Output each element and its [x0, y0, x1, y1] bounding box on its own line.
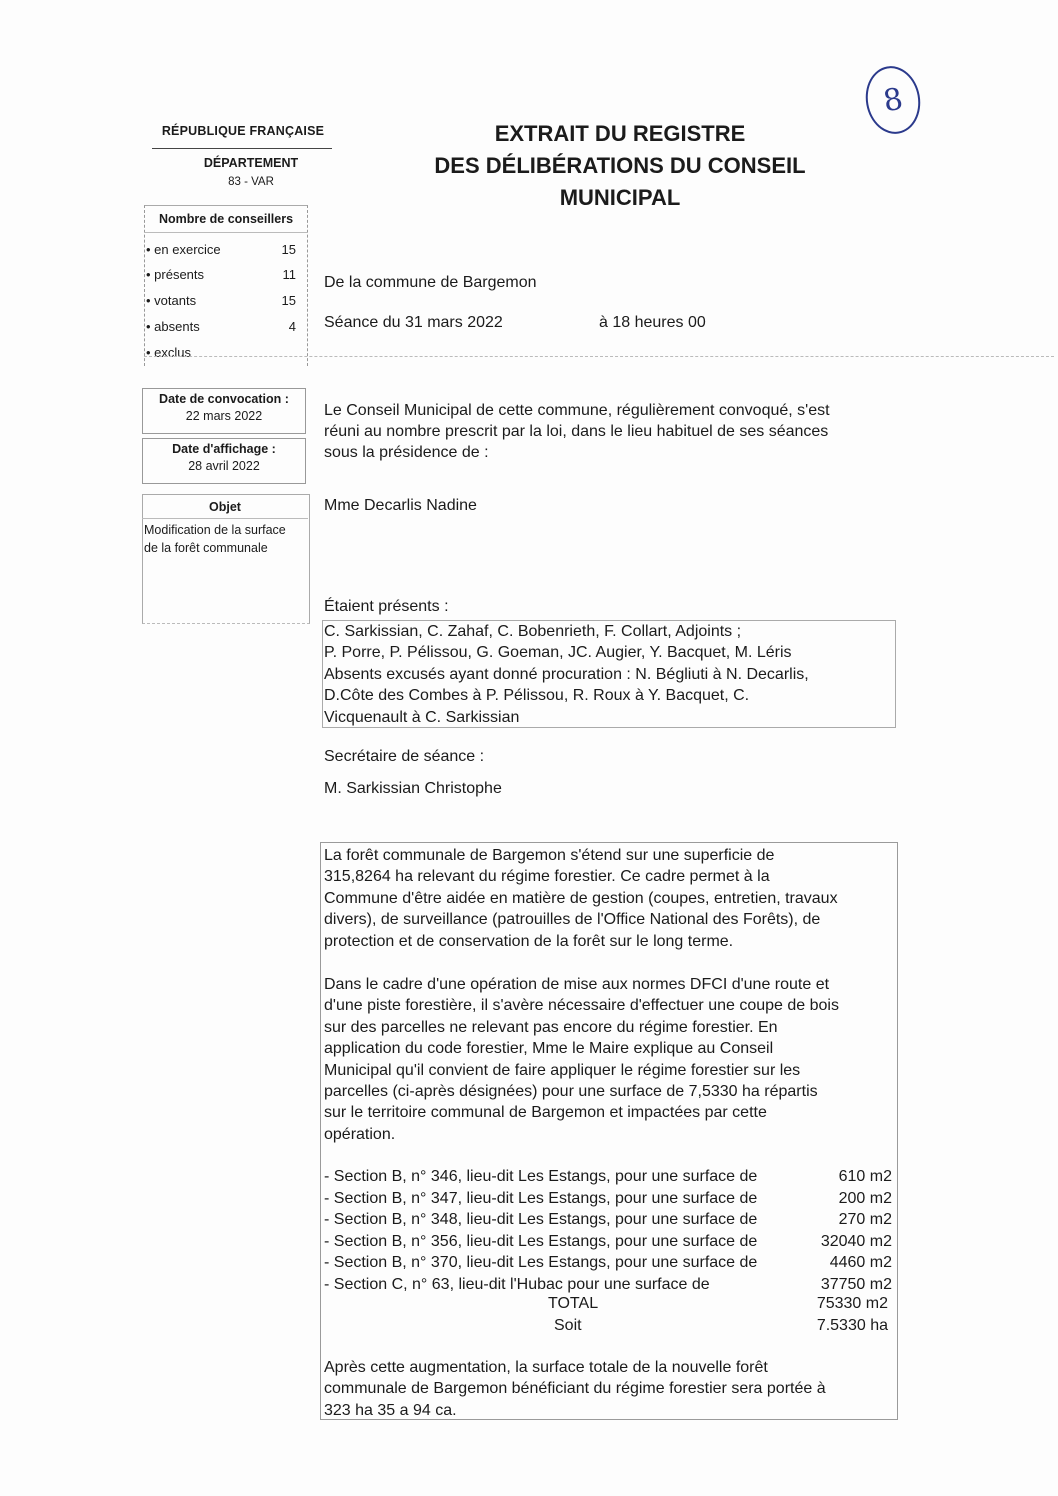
- counselors-title: Nombre de conseillers: [158, 212, 294, 226]
- counselor-row: [146, 319, 296, 334]
- commune-name: De la commune de Bargemon: [324, 274, 537, 291]
- section-text: - Section B, n° 348, lieu-dit Les Estangs, pour une surface de: [324, 1211, 758, 1228]
- counselor-value: 11: [282, 267, 296, 282]
- seance-time: à 18 heures 00: [599, 314, 706, 331]
- department-value: 83 - VAR: [228, 176, 274, 188]
- counselors-box: [144, 205, 308, 366]
- section-surface: 270 m2: [838, 1211, 892, 1228]
- paragraph-line: d'une piste forestière, il s'avère nécessaire d'effectuer une coupe de bois: [324, 997, 839, 1015]
- section-row: [324, 1274, 892, 1296]
- total-value: 75330 m2: [816, 1295, 888, 1312]
- counselor-row: [146, 345, 296, 360]
- paragraph-line: parcelles (ci-après désignées) pour une surface de 7,5330 ha répartis: [324, 1083, 818, 1101]
- objet-line: de la forêt communale: [144, 541, 268, 555]
- paragraph-line: sur le territoire communal de Bargemon et impactées par cette: [324, 1104, 767, 1122]
- convocation-date-box: [142, 388, 306, 434]
- president-name: Mme Decarlis Nadine: [324, 497, 477, 514]
- objet-title: Objet: [209, 500, 241, 514]
- counselor-label: • présents: [146, 267, 205, 282]
- title-line-2: DES DÉLIBÉRATIONS DU CONSEIL: [434, 153, 806, 178]
- counselor-label: • absents: [146, 319, 200, 334]
- department-label: DÉPARTEMENT: [203, 156, 299, 170]
- page-number-mark: [861, 62, 926, 138]
- counselor-row: [146, 242, 296, 257]
- paragraph-line: Municipal qu'il convient de faire appliquer le régime forestier sur les: [324, 1061, 801, 1079]
- counselors-divider: [144, 232, 308, 233]
- paragraph-line: sur des parcelles ne relevant pas encore du régime forestier. En: [324, 1018, 778, 1036]
- republic-underline: [152, 148, 332, 149]
- paragraph-line: 315,8264 ha relevant du régime forestier. Ce cadre permet à la: [324, 868, 770, 886]
- counselor-row: [146, 267, 296, 282]
- section-row: [324, 1166, 892, 1188]
- paragraph-line: Après cette augmentation, la surface totale de la nouvelle forêt: [324, 1359, 768, 1376]
- presents-line: P. Porre, P. Pélissou, G. Goeman, JC. Augier, Y. Bacquet, M. Léris: [324, 644, 792, 662]
- convocation-value: 22 mars 2022: [185, 409, 263, 423]
- counselor-label: • votants: [146, 293, 197, 308]
- section-surface: 4460 m2: [829, 1254, 892, 1271]
- paragraph-line: communale de Bargemon bénéficiant du régime forestier sera portée à: [324, 1380, 826, 1398]
- secretary-name: M. Sarkissian Christophe: [324, 780, 502, 797]
- intro-paragraph: [324, 400, 884, 463]
- total-label: TOTAL: [548, 1295, 599, 1312]
- presents-line: C. Sarkissian, C. Zahaf, C. Bobenrieth, F. Collart, Adjoints ;: [324, 623, 742, 640]
- counselor-label: • exclus: [146, 345, 192, 360]
- secretary-label: Secrétaire de séance :: [324, 748, 485, 765]
- paragraph-line: Dans le cadre d'une opération de mise aux normes DFCI d'une route et: [324, 976, 830, 993]
- section-surface: 610 m2: [838, 1168, 892, 1185]
- seance-date: Séance du 31 mars 2022: [324, 314, 503, 331]
- soit-value: 7.5330 ha: [816, 1317, 888, 1334]
- paragraph-line: protection et de conservation de la forêt sur le long terme.: [324, 932, 734, 950]
- section-text: - Section B, n° 347, lieu-dit Les Estangs, pour une surface de: [324, 1190, 758, 1207]
- counselor-label: • en exercice: [146, 242, 221, 257]
- counselor-value: 15: [281, 242, 296, 257]
- section-surface: 200 m2: [838, 1190, 892, 1207]
- document-title: [400, 118, 840, 214]
- paragraph-line: 323 ha 35 a 94 ca.: [324, 1401, 457, 1419]
- paragraph-line: opération.: [324, 1125, 396, 1143]
- soit-label: Soit: [554, 1317, 582, 1334]
- paragraph-line: divers), de surveillance (patrouilles de l'Office National des Forêts), de: [324, 911, 821, 929]
- section-text: - Section B, n° 370, lieu-dit Les Estangs, pour une surface de: [324, 1254, 758, 1271]
- section-text: - Section C, n° 63, lieu-dit l'Hubac pour une surface de: [324, 1276, 710, 1293]
- presents-line: Absents excusés ayant donné procuration : N. Bégliuti à N. Decarlis,: [324, 665, 809, 683]
- horizontal-rule: [144, 356, 1054, 357]
- section-row: [324, 1231, 892, 1253]
- page-number-text: 8: [880, 81, 906, 119]
- section-surface: 37750 m2: [820, 1276, 892, 1293]
- section-row: [324, 1188, 892, 1210]
- intro-line: sous la présidence de :: [324, 444, 489, 461]
- section-row: [324, 1252, 892, 1274]
- counselor-value: [272, 345, 296, 360]
- affichage-label: Date d'affichage :: [172, 442, 276, 456]
- counselor-value: 15: [281, 293, 296, 308]
- presents-line: Vicquenault à C. Sarkissian: [324, 708, 520, 726]
- paragraph-line: La forêt communale de Bargemon s'étend sur une superficie de: [324, 847, 775, 864]
- objet-text: [144, 521, 306, 557]
- republic-label: RÉPUBLIQUE FRANÇAISE: [161, 124, 325, 138]
- convocation-label: Date de convocation :: [159, 392, 289, 406]
- section-text: - Section B, n° 346, lieu-dit Les Estangs, pour une surface de: [324, 1168, 758, 1185]
- title-line-3: MUNICIPAL: [559, 185, 681, 210]
- intro-line: Le Conseil Municipal de cette commune, régulièrement convoqué, s'est: [324, 402, 830, 419]
- presents-list: [324, 621, 894, 728]
- intro-line: réuni au nombre prescrit par la loi, dans le lieu habituel de ses séances: [324, 423, 829, 440]
- section-text: - Section B, n° 356, lieu-dit Les Estangs, pour une surface de: [324, 1233, 758, 1250]
- counselor-value: 4: [288, 319, 296, 334]
- section-surface: 32040 m2: [820, 1233, 892, 1250]
- affichage-date-box: [142, 438, 306, 484]
- objet-line: Modification de la surface: [144, 523, 286, 537]
- paragraph-line: Commune d'être aidée en matière de gestion (coupes, entretien, travaux: [324, 889, 838, 907]
- title-line-1: EXTRAIT DU REGISTRE: [494, 121, 746, 146]
- deliberation-paragraph-1: [324, 845, 896, 952]
- section-row: [324, 1209, 892, 1231]
- presents-line: D.Côte des Combes à P. Pélissou, R. Roux à Y. Bacquet, C.: [324, 687, 750, 705]
- counselor-row: [146, 293, 296, 308]
- paragraph-line: application du code forestier, Mme le Maire explique au Conseil: [324, 1040, 774, 1058]
- deliberation-paragraph-3: [324, 1357, 896, 1421]
- objet-divider: [142, 518, 308, 519]
- presents-label: Étaient présents :: [324, 598, 449, 615]
- affichage-value: 28 avril 2022: [188, 459, 260, 473]
- deliberation-paragraph-2: [324, 974, 896, 1145]
